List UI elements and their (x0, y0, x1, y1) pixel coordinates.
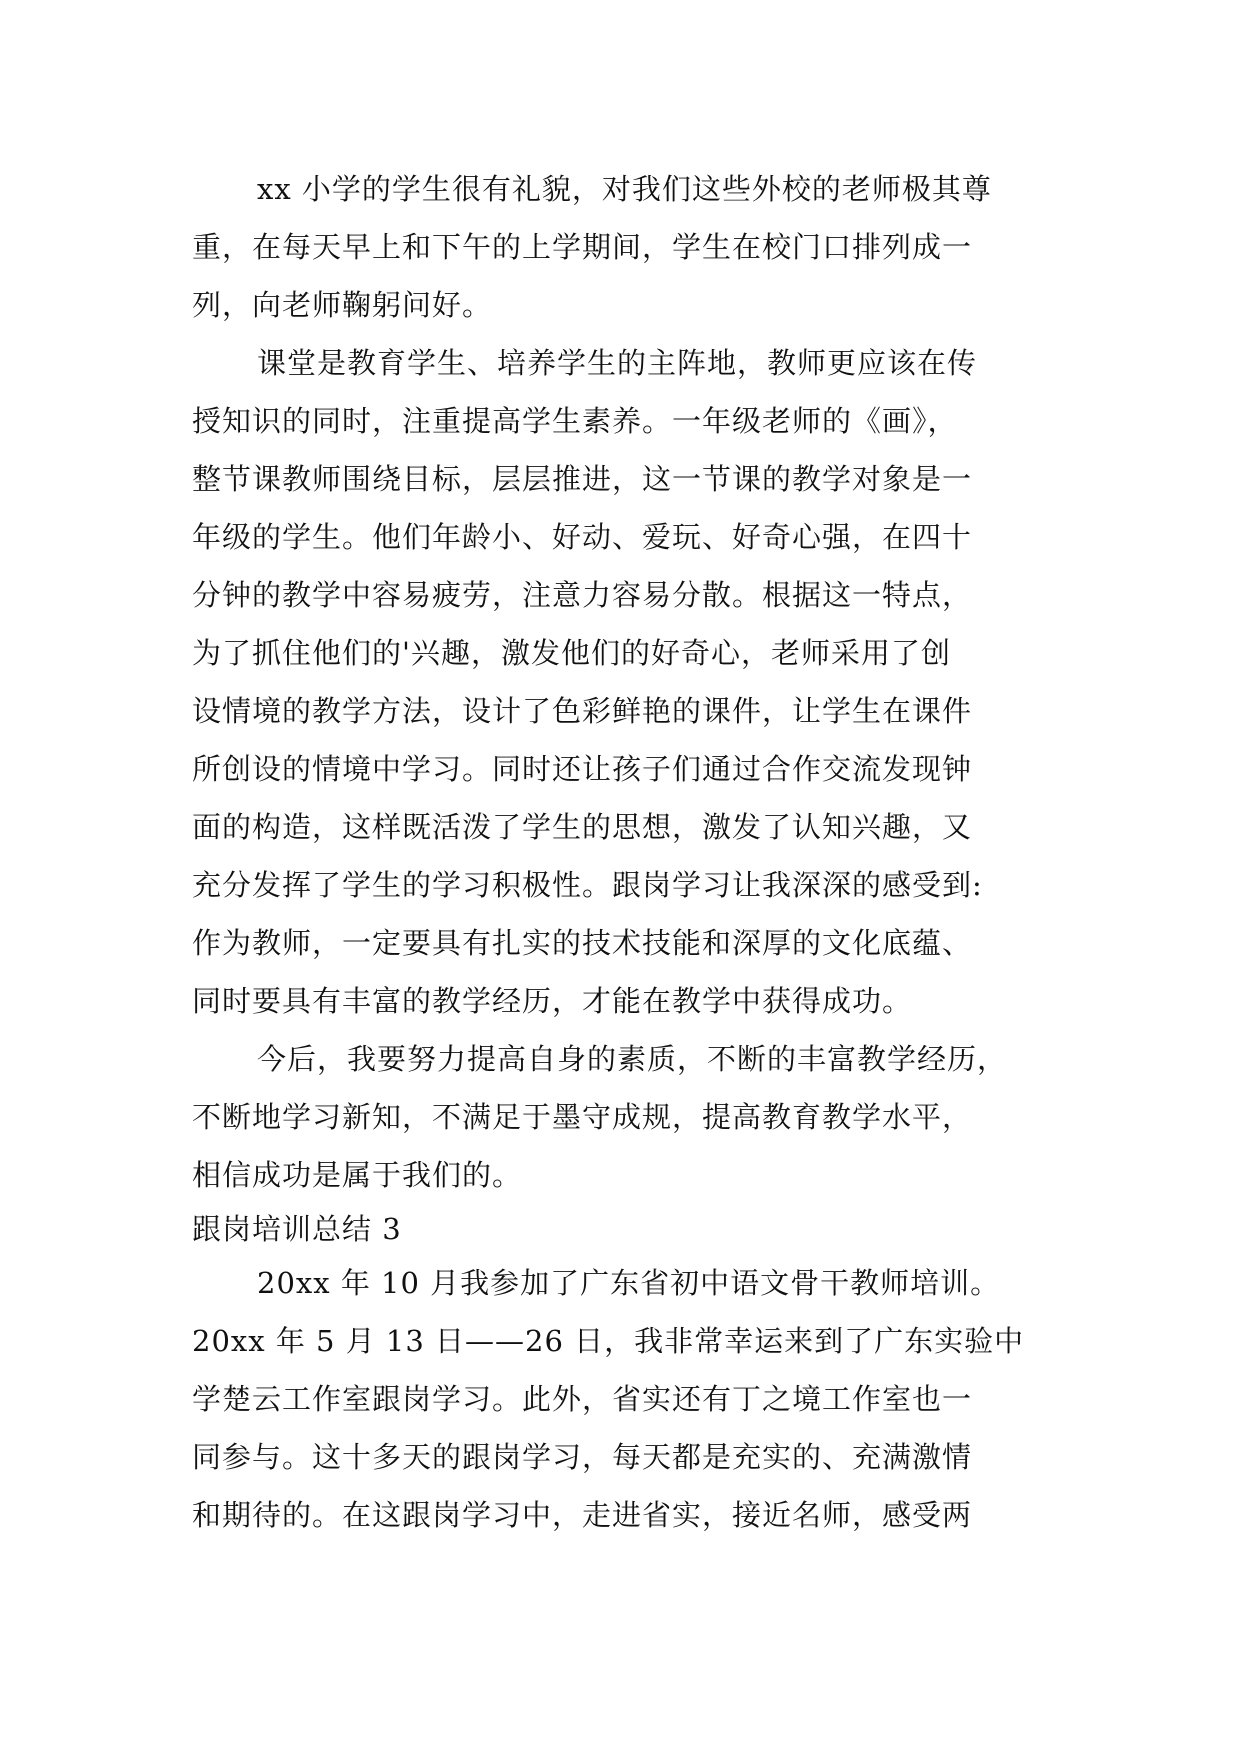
text-line: 相信成功是属于我们的。 (192, 1158, 523, 1192)
text-line: 充分发挥了学生的学习积极性。跟岗学习让我深深的感受到: (192, 868, 983, 902)
text-line: 不断地学习新知，不满足于墨守成规，提高教育教学水平， (192, 1100, 973, 1134)
text-line: 列，向老师鞠躬问好。 (192, 288, 493, 322)
text-line: 和期待的。在这跟岗学习中，走进省实，接近名师，感受两 (192, 1498, 973, 1532)
text-line: 年级的学生。他们年龄小、好动、爱玩、好奇心强，在四十 (192, 520, 973, 554)
text-line: 作为教师，一定要具有扎实的技术技能和深厚的文化底蕴、 (192, 926, 973, 960)
text-line: 同参与。这十多天的跟岗学习，每天都是充实的、充满激情 (192, 1440, 973, 1474)
text-line: 分钟的教学中容易疲劳，注意力容易分散。根据这一特点， (192, 578, 973, 612)
text-line: 设情境的教学方法，设计了色彩鲜艳的课件，让学生在课件 (192, 694, 973, 728)
text-line: xx 小学的学生很有礼貌，对我们这些外校的老师极其尊 (257, 172, 992, 206)
text-line: 面的构造，这样既活泼了学生的思想，激发了认知兴趣，又 (192, 810, 973, 844)
section-heading: 跟岗培训总结 3 (192, 1212, 402, 1246)
text-line: 今后，我要努力提高自身的素质，不断的丰富教学经历， (257, 1042, 1008, 1076)
text-line: 20xx 年 5 月 13 日——26 日，我非常幸运来到了广东实验中 (192, 1324, 1025, 1358)
text-line: 授知识的同时，注重提高学生素养。一年级老师的《画》， (192, 404, 958, 438)
text-line: 重，在每天早上和下午的上学期间，学生在校门口排列成一 (192, 230, 973, 264)
text-line: 课堂是教育学生、培养学生的主阵地，教师更应该在传 (257, 346, 978, 380)
text-line: 整节课教师围绕目标，层层推进，这一节课的教学对象是一 (192, 462, 973, 496)
text-line: 20xx 年 10 月我参加了广东省初中语文骨干教师培训。 (257, 1266, 1001, 1300)
text-line: 同时要具有丰富的教学经历，才能在教学中获得成功。 (192, 984, 913, 1018)
body-text (192, 160, 1062, 1544)
text-line: 为了抓住他们的'兴趣，激发他们的好奇心，老师采用了创 (192, 636, 951, 670)
text-line: 所创设的情境中学习。同时还让孩子们通过合作交流发现钟 (192, 752, 973, 786)
text-line: 学楚云工作室跟岗学习。此外，省实还有丁之境工作室也一 (192, 1382, 973, 1416)
